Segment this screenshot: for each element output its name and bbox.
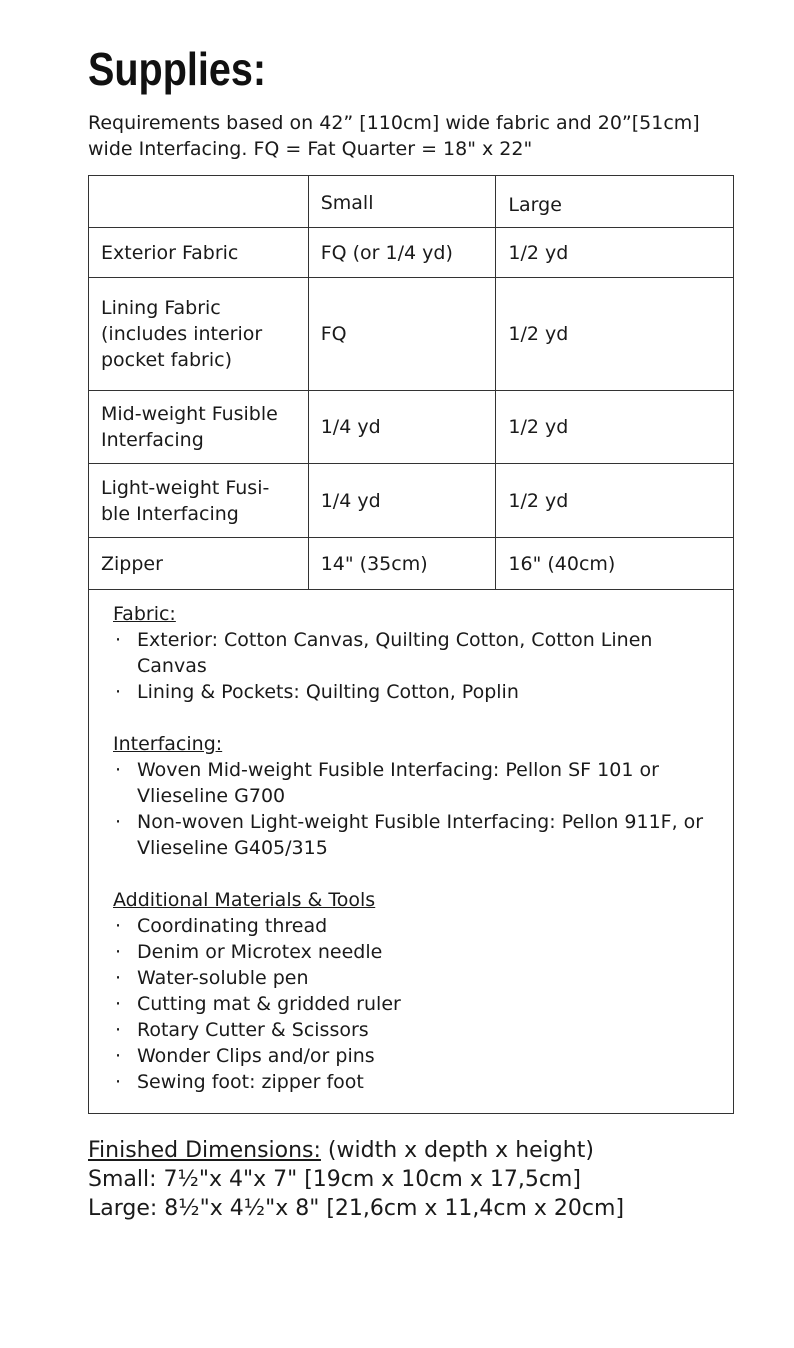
row-small: FQ [308,278,496,391]
row-small: 1/4 yd [308,391,496,464]
row-small: 1/4 yd [308,464,496,538]
list-item: · Water-soluble pen [113,965,709,991]
row-label: Exterior Fabric [89,228,309,278]
list-item: · Cutting mat & gridded ruler [113,991,709,1017]
table-row [89,228,734,278]
row-large: 1/2 yd [496,278,734,391]
fabric-list [113,627,709,705]
row-large: 1/2 yd [496,391,734,464]
requirements-intro [88,110,748,162]
row-large: 1/2 yd [496,228,734,278]
row-small: 14" (35cm) [308,538,496,590]
list-item: · Woven Mid-weight Fusible Interfacing: Pellon SF 101 or Vlieseline G700 [113,757,709,809]
additional-section-title: Additional Materials & Tools [113,889,376,911]
list-item: · Sewing foot: zipper foot [113,1069,709,1095]
header-cell-empty [89,176,309,228]
additional-list [113,913,709,1095]
dimensions-small: Small: 7½"x 4"x 7" [19cm x 10cm x 17,5cm] [88,1167,581,1192]
supplies-heading: Supplies: [88,43,267,95]
header-cell-large: Large [496,176,734,228]
materials-box [88,589,734,1114]
dimensions-large: Large: 8½"x 4½"x 8" [21,6cm x 11,4cm x 20cm] [88,1196,625,1221]
requirements-table [88,175,734,590]
dimensions-label: Finished Dimensions: [88,1138,321,1163]
table-row [89,278,734,391]
intro-line-2: wide Interfacing. FQ = Fat Quarter = 18" x 22" [88,138,533,160]
cropped-previous-line [88,0,96,11]
finished-dimensions [88,1136,624,1223]
row-large: 16" (40cm) [496,538,734,590]
header-cell-small: Small [308,176,496,228]
table-row [89,391,734,464]
dimensions-heading-line [88,1136,624,1165]
row-large: 1/2 yd [496,464,734,538]
fabric-section-title: Fabric: [113,603,176,625]
row-small: FQ (or 1/4 yd) [308,228,496,278]
table-row [89,538,734,590]
list-item: · Coordinating thread [113,913,709,939]
interfacing-section-title: Interfacing: [113,733,223,755]
row-label: Light-weight Fusi-ble Interfacing [89,464,309,538]
row-label: Zipper [89,538,309,590]
list-item: · Exterior: Cotton Canvas, Quilting Cotton, Cotton Linen Canvas [113,627,709,679]
dimensions-label-rest: (width x depth x height) [320,1138,594,1163]
table-row [89,464,734,538]
list-item: · Lining & Pockets: Quilting Cotton, Poplin [113,679,709,705]
interfacing-list [113,757,709,861]
list-item: · Wonder Clips and/or pins [113,1043,709,1069]
intro-line-1: Requirements based on 42” [110cm] wide fabric and 20”[51cm] [88,112,700,134]
row-label: Mid-weight Fusible Interfacing [89,391,309,464]
row-label: Lining Fabric (includes interior pocket fabric) [89,278,309,391]
list-item: · Rotary Cutter & Scissors [113,1017,709,1043]
list-item: · Denim or Microtex needle [113,939,709,965]
table-header-row [89,176,734,228]
list-item: · Non-woven Light-weight Fusible Interfacing: Pellon 911F, or Vlieseline G405/315 [113,809,709,861]
